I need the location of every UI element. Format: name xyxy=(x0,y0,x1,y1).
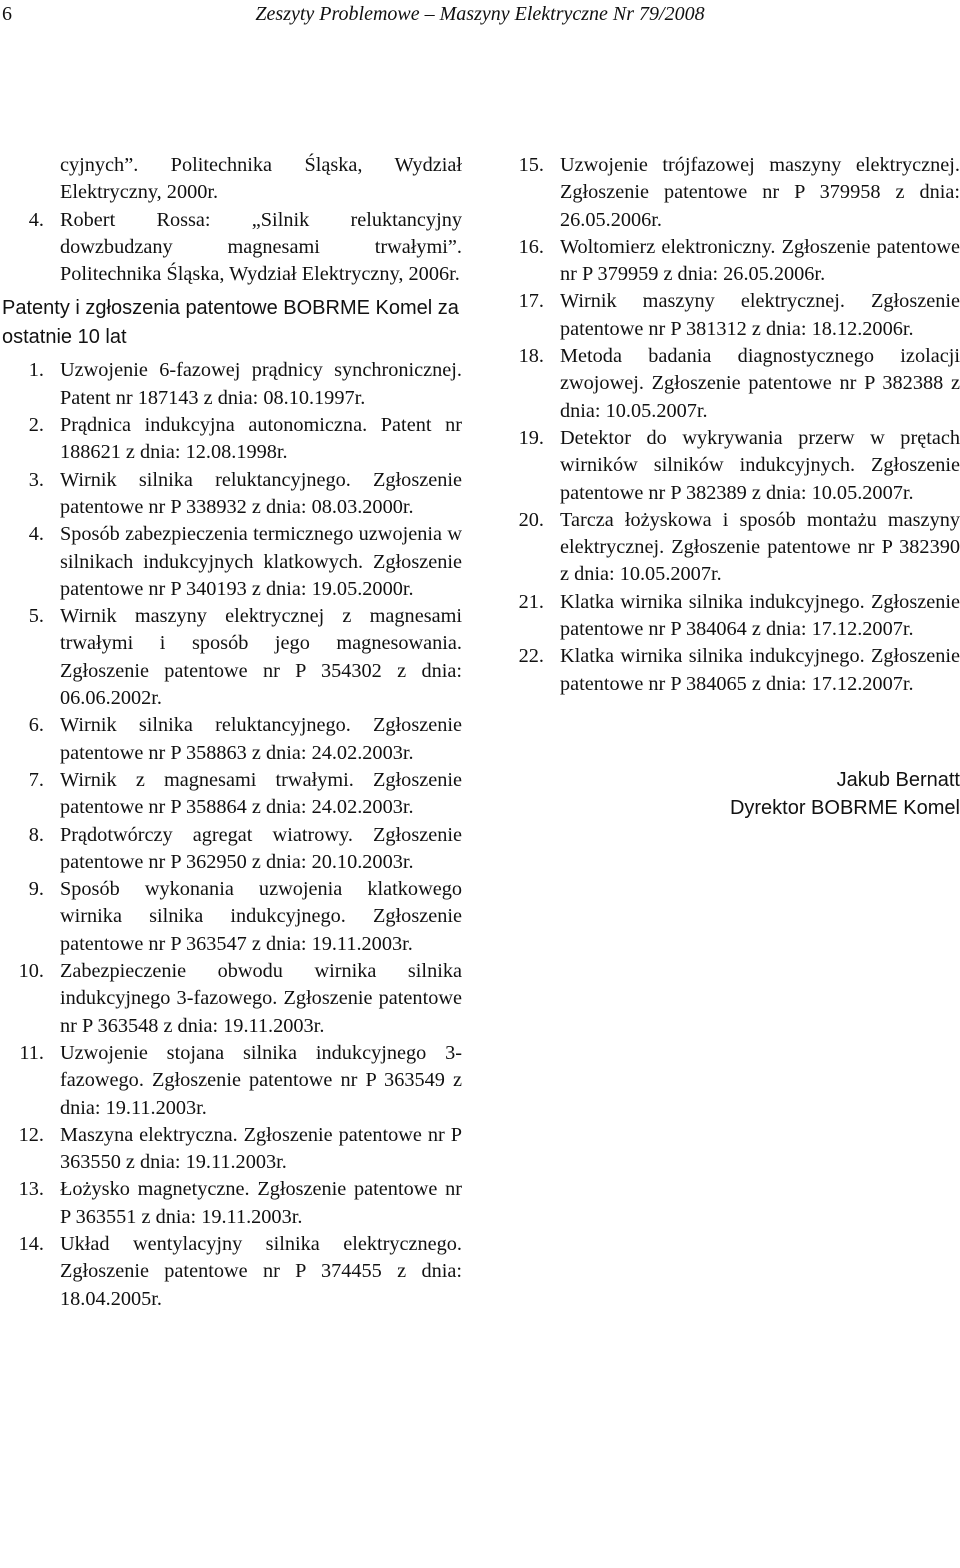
patent-item-text: Uzwojenie stojana silnika indukcyjnego 3-fazowego. Zgłoszenie patentowe nr P 363549 z dnia: 19.11.2003r. xyxy=(60,1041,462,1119)
patent-item-number: 3. xyxy=(28,468,44,491)
page-header xyxy=(0,0,960,28)
patent-item-number: 4. xyxy=(28,523,44,546)
patent-item-text: Układ wentylacyjny silnika elektrycznego. Zgłoszenie patentowe nr P 374455 z dnia: 18.04.2005r. xyxy=(60,1232,462,1310)
patent-item-number: 18. xyxy=(518,345,544,368)
patent-item-text: Wirnik silnika reluktancyjnego. Zgłoszenie patentowe nr P 358863 z dnia: 24.02.2003r. xyxy=(60,714,462,764)
patent-list-item xyxy=(18,958,462,1040)
patent-list-item xyxy=(518,643,960,698)
signature-role: Dyrektor BOBRME Komel xyxy=(729,796,960,819)
patent-item-number: 6. xyxy=(28,714,44,737)
patent-item-number: 21. xyxy=(518,590,544,613)
right-column xyxy=(518,152,960,822)
patent-item-text: Wirnik silnika reluktancyjnego. Zgłoszenie patentowe nr P 338932 z dnia: 08.03.2000r. xyxy=(60,468,462,518)
patent-item-number: 16. xyxy=(518,235,544,258)
left-column xyxy=(2,152,462,1313)
patent-item-number: 17. xyxy=(518,290,544,313)
patent-list-item xyxy=(28,357,462,412)
patent-item-text: Wirnik z magnesami trwałymi. Zgłoszenie patentowe nr P 358864 z dnia: 24.02.2003r. xyxy=(60,768,462,819)
patent-list-item xyxy=(518,507,960,589)
patent-list-item xyxy=(28,412,462,467)
journal-title: Zeszyty Problemowe – Maszyny Elektryczne Nr 79/2008 xyxy=(255,3,705,25)
reference-continuation-text: cyjnych”. Politechnika Śląska, Wydział Elektryczny, 2000r. xyxy=(60,154,462,204)
patent-item-text: Wirnik maszyny elektrycznej z magnesami trwałymi i sposób jego magnesowania. Zgłoszenie patentowe nr P 354302 z dnia: 06.06.2002r. xyxy=(60,605,462,710)
patent-item-text: Prądotwórczy agregat wiatrowy. Zgłoszenie patentowe nr P 362950 z dnia: 20.10.2003r. xyxy=(60,823,462,873)
patent-item-text: Uzwojenie 6-fazowej prądnicy synchronicznej. Patent nr 187143 z dnia: 08.10.1997r. xyxy=(60,359,462,409)
patent-item-text: Klatka wirnika silnika indukcyjnego. Zgłoszenie patentowe nr P 384064 z dnia: 17.12.2007r. xyxy=(560,590,960,641)
patent-list-item xyxy=(28,767,462,822)
patent-list-item xyxy=(28,876,462,958)
patent-item-number: 7. xyxy=(28,768,44,791)
signature-name: Jakub Bernatt xyxy=(836,768,960,791)
patent-item-text: Zabezpieczenie obwodu wirnika silnika indukcyjnego 3-fazowego. Zgłoszenie patentowe nr P 363548 z dnia: 19.11.2003r. xyxy=(60,960,462,1037)
patent-item-number: 22. xyxy=(518,645,544,668)
patent-item-number: 15. xyxy=(518,154,544,176)
patent-item-number: 13. xyxy=(18,1178,44,1201)
patent-item-number: 5. xyxy=(28,605,44,628)
reference-continuation xyxy=(60,152,462,207)
section-heading: Patenty i zgłoszenia patentowe BOBRME Komel za ostatnie 10 lat xyxy=(2,297,459,348)
patent-item-text: Detektor do wykrywania przerw w prętach wirników silników indukcyjnych. Zgłoszenie patentowe nr P 382389 z dnia: 10.05.2007r. xyxy=(560,426,960,504)
patent-list-item xyxy=(518,343,960,425)
patent-item-number: 8. xyxy=(28,823,44,846)
patent-list-item xyxy=(18,1231,462,1313)
patent-list-item xyxy=(518,288,960,343)
patent-list-item xyxy=(518,234,960,289)
reference-item xyxy=(28,207,462,289)
patent-item-text: Sposób wykonania uzwojenia klatkowego wirnika silnika indukcyjnego. Zgłoszenie patentowe nr P 363547 z dnia: 19.11.2003r. xyxy=(60,878,462,955)
patent-item-number: 2. xyxy=(28,414,44,437)
patent-list-item xyxy=(19,1040,462,1122)
patent-item-text: Prądnica indukcyjna autonomiczna. Patent nr 188621 z dnia: 12.08.1998r. xyxy=(60,414,462,464)
patent-item-text: Metoda badania diagnostycznego izolacji zwojowej. Zgłoszenie patentowe nr P 382388 z dnia: 10.05.2007r. xyxy=(560,345,960,422)
patent-list-item xyxy=(28,467,462,522)
signature-block xyxy=(560,766,960,822)
patent-item-number: 1. xyxy=(28,359,44,382)
reference-text: Robert Rossa: „Silnik reluktancyjny dowzbudzany magnesami trwałymi”. Politechnika Śląska, Wydział Elektryczny, 2006r. xyxy=(60,208,462,286)
patent-item-text: Maszyna elektryczna. Zgłoszenie patentowe nr P 363550 z dnia: 19.11.2003r. xyxy=(60,1123,462,1174)
patent-item-text: Woltomierz elektroniczny. Zgłoszenie patentowe nr P 379959 z dnia: 26.05.2006r. xyxy=(560,235,960,286)
patent-list-item xyxy=(518,425,960,507)
patent-list-item xyxy=(28,521,462,603)
patent-item-number: 20. xyxy=(518,508,544,531)
patent-item-text: Uzwojenie trójfazowej maszyny elektrycznej. Zgłoszenie patentowe nr P 379958 z dnia: 26.05.2006r. xyxy=(560,154,960,231)
patent-item-number: 12. xyxy=(18,1123,44,1146)
patent-item-text: Tarcza łożyskowa i sposób montażu maszyny elektrycznej. Zgłoszenie patentowe nr P 382390 z dnia: 10.05.2007r. xyxy=(560,508,960,586)
patent-item-text: Klatka wirnika silnika indukcyjnego. Zgłoszenie patentowe nr P 384065 z dnia: 17.12.2007r. xyxy=(560,645,960,695)
patent-list-item xyxy=(18,1176,462,1231)
patent-list-item xyxy=(28,712,462,767)
patent-item-number: 9. xyxy=(28,878,44,901)
reference-number: 4. xyxy=(28,208,44,231)
patent-list-item xyxy=(18,1122,462,1177)
patent-item-number: 10. xyxy=(18,960,44,983)
patent-list-item xyxy=(518,589,960,644)
page-number: 6 xyxy=(2,3,12,25)
patent-item-number: 19. xyxy=(518,426,544,449)
patent-list-left xyxy=(18,357,462,1312)
patent-list-item xyxy=(28,822,462,877)
patent-item-text: Sposób zabezpieczenia termicznego uzwojenia w silnikach indukcyjnych klatkowych. Zgłoszenie patentowe nr P 340193 z dnia: 19.05.2000r. xyxy=(60,523,462,600)
patent-item-number: 14. xyxy=(18,1232,44,1255)
patent-list-right xyxy=(518,152,960,698)
patent-item-number: 11. xyxy=(19,1041,44,1064)
patent-list-item xyxy=(518,152,960,234)
patent-list-item xyxy=(28,603,462,712)
patent-item-text: Łożysko magnetyczne. Zgłoszenie patentowe nr P 363551 z dnia: 19.11.2003r. xyxy=(60,1178,462,1228)
patent-item-text: Wirnik maszyny elektrycznej. Zgłoszenie patentowe nr P 381312 z dnia: 18.12.2006r. xyxy=(560,290,960,340)
